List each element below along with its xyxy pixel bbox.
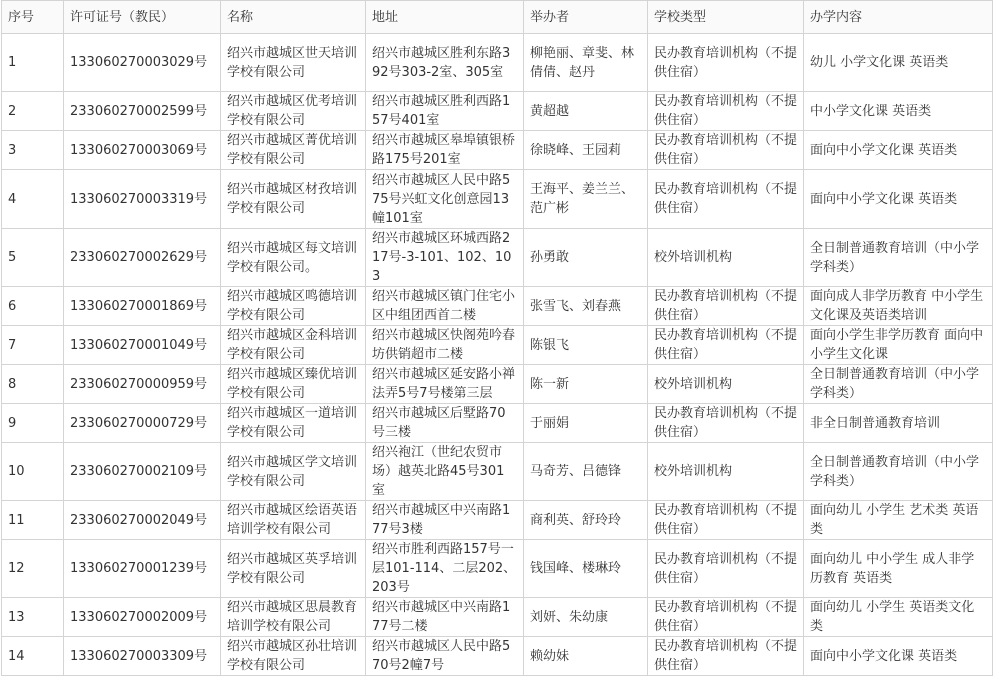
cell-address: 绍兴市越城区胜利西路157号401室 — [366, 92, 524, 131]
cell-school-type: 民办教育培训机构（不提供住宿） — [648, 170, 804, 229]
cell-license-number: 133060270003029号 — [64, 34, 221, 92]
cell-index: 2 — [2, 92, 64, 131]
cell-content: 面向幼儿 小学生 英语类文化类 — [804, 598, 993, 637]
cell-address: 绍兴市胜利西路157号一层101-114、二层202、203号 — [366, 540, 524, 598]
cell-school-type: 民办教育培训机构（不提供住宿） — [648, 404, 804, 443]
cell-content: 全日制普通教育培训（中小学学科类） — [804, 443, 993, 501]
cell-name: 绍兴市越城区金科培训学校有限公司 — [221, 326, 366, 365]
cell-name: 绍兴市越城区臻优培训学校有限公司 — [221, 365, 366, 404]
cell-license-number: 133060270003309号 — [64, 637, 221, 676]
cell-address: 绍兴袍江（世纪农贸市场）越英北路45号301室 — [366, 443, 524, 501]
cell-address: 绍兴市越城区人民中路570号2幢7号 — [366, 637, 524, 676]
cell-name: 绍兴市越城区学文培训学校有限公司 — [221, 443, 366, 501]
cell-organizer: 陈银飞 — [524, 326, 648, 365]
cell-organizer: 钱国峰、楼琳玲 — [524, 540, 648, 598]
table-row — [2, 229, 993, 287]
header-name: 名称 — [221, 1, 366, 34]
cell-index: 14 — [2, 637, 64, 676]
cell-index: 8 — [2, 365, 64, 404]
cell-index: 7 — [2, 326, 64, 365]
table-row — [2, 540, 993, 598]
cell-license-number: 133060270001239号 — [64, 540, 221, 598]
cell-index: 4 — [2, 170, 64, 229]
table-row — [2, 404, 993, 443]
cell-school-type: 民办教育培训机构（不提供住宿） — [648, 34, 804, 92]
cell-name: 绍兴市越城区每文培训学校有限公司。 — [221, 229, 366, 287]
cell-license-number: 133060270003069号 — [64, 131, 221, 170]
table-row — [2, 598, 993, 637]
cell-organizer: 黄超越 — [524, 92, 648, 131]
table-header-row — [2, 1, 993, 34]
cell-content: 面向小学生非学历教育 面向中小学生文化课 — [804, 326, 993, 365]
cell-content: 面向幼儿 中小学生 成人非学历教育 英语类 — [804, 540, 993, 598]
cell-organizer: 于丽娟 — [524, 404, 648, 443]
cell-index: 12 — [2, 540, 64, 598]
cell-index: 3 — [2, 131, 64, 170]
table-row — [2, 326, 993, 365]
cell-address: 绍兴市越城区后墅路70号三楼 — [366, 404, 524, 443]
cell-index: 9 — [2, 404, 64, 443]
table-row — [2, 34, 993, 92]
cell-license-number: 233060270002049号 — [64, 501, 221, 540]
cell-organizer: 商利英、舒玲玲 — [524, 501, 648, 540]
cell-name: 绍兴市越城区材孜培训学校有限公司 — [221, 170, 366, 229]
cell-license-number: 233060270002599号 — [64, 92, 221, 131]
cell-content: 全日制普通教育培训（中小学学科类） — [804, 365, 993, 404]
cell-organizer: 马奇芳、吕德锋 — [524, 443, 648, 501]
cell-organizer: 孙勇敢 — [524, 229, 648, 287]
cell-license-number: 133060270003319号 — [64, 170, 221, 229]
table-row — [2, 501, 993, 540]
cell-content: 非全日制普通教育培训 — [804, 404, 993, 443]
cell-address: 绍兴市越城区胜利东路392号303-2室、305室 — [366, 34, 524, 92]
cell-license-number: 233060270000729号 — [64, 404, 221, 443]
cell-index: 6 — [2, 287, 64, 326]
cell-name: 绍兴市越城区绘语英语培训学校有限公司 — [221, 501, 366, 540]
table-row — [2, 170, 993, 229]
table-row — [2, 443, 993, 501]
cell-address: 绍兴市越城区延安路小禅法弄5号7号楼第三层 — [366, 365, 524, 404]
cell-name: 绍兴市越城区世天培训学校有限公司 — [221, 34, 366, 92]
header-school-type: 学校类型 — [648, 1, 804, 34]
cell-index: 5 — [2, 229, 64, 287]
cell-name: 绍兴市越城区思晨教育培训学校有限公司 — [221, 598, 366, 637]
cell-school-type: 民办教育培训机构（不提供住宿） — [648, 637, 804, 676]
cell-content: 面向中小学文化课 英语类 — [804, 637, 993, 676]
cell-school-type: 民办教育培训机构（不提供住宿） — [648, 92, 804, 131]
cell-school-type: 民办教育培训机构（不提供住宿） — [648, 326, 804, 365]
cell-content: 中小学文化课 英语类 — [804, 92, 993, 131]
table-row — [2, 365, 993, 404]
cell-name: 绍兴市越城区菁优培训学校有限公司 — [221, 131, 366, 170]
cell-license-number: 233060270002109号 — [64, 443, 221, 501]
cell-organizer: 徐晓峰、王园莉 — [524, 131, 648, 170]
table-row — [2, 92, 993, 131]
header-organizer: 举办者 — [524, 1, 648, 34]
table-row — [2, 287, 993, 326]
cell-school-type: 校外培训机构 — [648, 229, 804, 287]
cell-name: 绍兴市越城区一道培训学校有限公司 — [221, 404, 366, 443]
cell-address: 绍兴市越城区环城西路217号-3-101、102、103 — [366, 229, 524, 287]
header-license-number: 许可证号（教民） — [64, 1, 221, 34]
cell-school-type: 民办教育培训机构（不提供住宿） — [648, 598, 804, 637]
header-index: 序号 — [2, 1, 64, 34]
cell-name: 绍兴市越城区鸣德培训学校有限公司 — [221, 287, 366, 326]
header-content: 办学内容 — [804, 1, 993, 34]
cell-school-type: 校外培训机构 — [648, 443, 804, 501]
cell-license-number: 233060270002629号 — [64, 229, 221, 287]
cell-content: 幼儿 小学文化课 英语类 — [804, 34, 993, 92]
cell-license-number: 133060270001049号 — [64, 326, 221, 365]
cell-school-type: 校外培训机构 — [648, 365, 804, 404]
cell-address: 绍兴市越城区中兴南路177号二楼 — [366, 598, 524, 637]
cell-index: 10 — [2, 443, 64, 501]
cell-name: 绍兴市越城区孙壮培训学校有限公司 — [221, 637, 366, 676]
cell-name: 绍兴市越城区优考培训学校有限公司 — [221, 92, 366, 131]
cell-address: 绍兴市越城区中兴南路177号3楼 — [366, 501, 524, 540]
cell-content: 面向成人非学历教育 中小学生文化课及英语类培训 — [804, 287, 993, 326]
cell-school-type: 民办教育培训机构（不提供住宿） — [648, 287, 804, 326]
cell-school-type: 民办教育培训机构（不提供住宿） — [648, 501, 804, 540]
cell-school-type: 民办教育培训机构（不提供住宿） — [648, 131, 804, 170]
cell-organizer: 王海平、姜兰兰、范广彬 — [524, 170, 648, 229]
cell-license-number: 133060270001869号 — [64, 287, 221, 326]
cell-organizer: 陈一新 — [524, 365, 648, 404]
cell-index: 11 — [2, 501, 64, 540]
table-body — [2, 34, 993, 676]
cell-license-number: 133060270002009号 — [64, 598, 221, 637]
header-address: 地址 — [366, 1, 524, 34]
cell-index: 1 — [2, 34, 64, 92]
cell-content: 面向幼儿 小学生 艺术类 英语类 — [804, 501, 993, 540]
school-license-table — [1, 0, 993, 676]
cell-school-type: 民办教育培训机构（不提供住宿） — [648, 540, 804, 598]
cell-content: 面向中小学文化课 英语类 — [804, 131, 993, 170]
cell-address: 绍兴市越城区快阁苑吟春坊供销超市二楼 — [366, 326, 524, 365]
cell-content: 面向中小学文化课 英语类 — [804, 170, 993, 229]
cell-organizer: 柳艳丽、章斐、林倩倩、赵丹 — [524, 34, 648, 92]
cell-content: 全日制普通教育培训（中小学学科类） — [804, 229, 993, 287]
cell-organizer: 张雪飞、刘春燕 — [524, 287, 648, 326]
cell-name: 绍兴市越城区英孚培训学校有限公司 — [221, 540, 366, 598]
cell-address: 绍兴市越城区镇门住宅小区中组团西首二楼 — [366, 287, 524, 326]
cell-organizer: 刘妍、朱幼康 — [524, 598, 648, 637]
cell-address: 绍兴市越城区皋埠镇银桥路175号201室 — [366, 131, 524, 170]
table-row — [2, 637, 993, 676]
cell-address: 绍兴市越城区人民中路575号兴虹文化创意园13幢101室 — [366, 170, 524, 229]
table-row — [2, 131, 993, 170]
cell-index: 13 — [2, 598, 64, 637]
cell-organizer: 赖幼妹 — [524, 637, 648, 676]
cell-license-number: 233060270000959号 — [64, 365, 221, 404]
